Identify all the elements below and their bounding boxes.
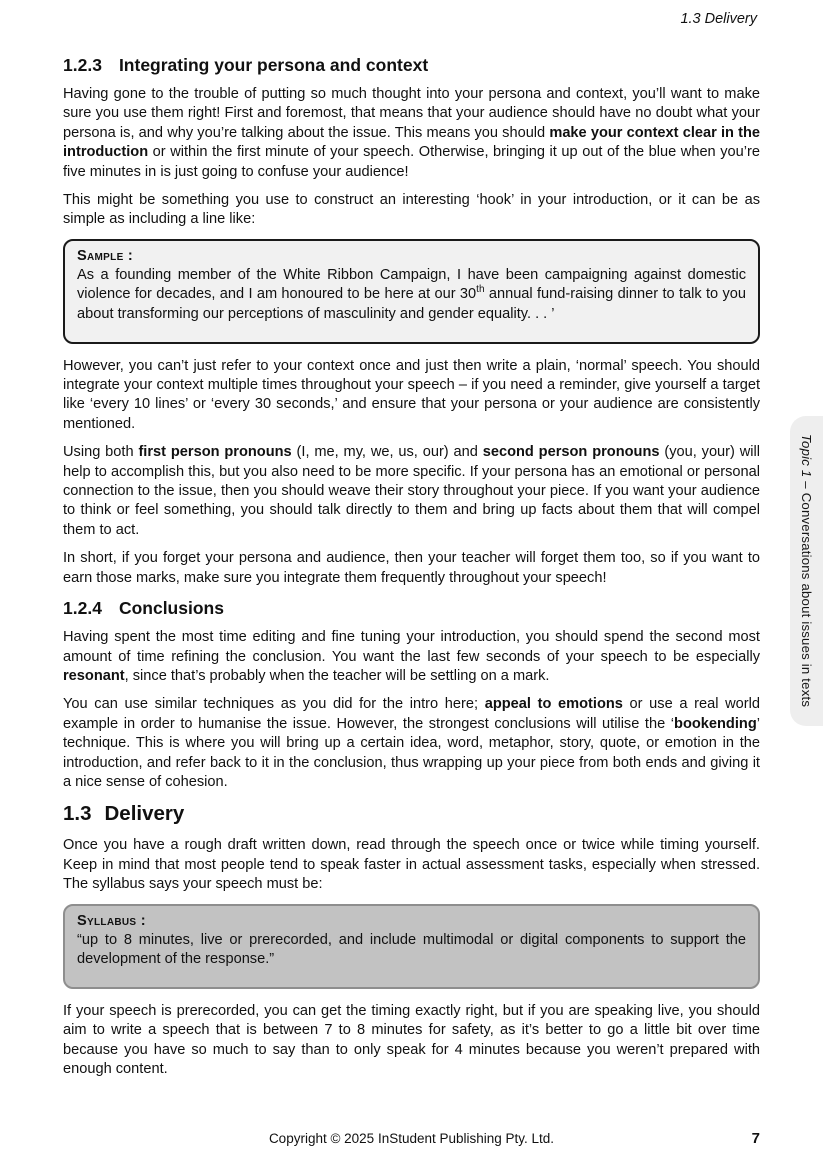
topic-sidebar-label [799, 434, 814, 707]
topic-number: Topic 1 – [799, 434, 814, 494]
section-title: Conclusions [118, 598, 224, 619]
page-content [63, 52, 760, 1088]
sample-text: As a founding member of the White Ribbon Campaign, I have been campaigning against domestic violence for decades, and I am honoured to be here at our 30th annual fund-raising dinner to talk to you about transforming our perceptions of masculinity and gender equality. . . ’ [77, 266, 747, 323]
section-heading-1-3 [63, 801, 760, 827]
sample-label: Sample : [77, 247, 134, 264]
footer-copyright: Copyright © 2025 InStudent Publishing Pty. Ltd. [268, 1131, 555, 1146]
section-title: Delivery [104, 802, 185, 826]
body-paragraph: In short, if you forget your persona and audience, then your teacher will forget them too, so if you want to earn those marks, make sure you integrate them frequently throughout your speech! [63, 550, 760, 586]
section-heading-1-2-4 [63, 597, 760, 619]
sample-callout-box [63, 239, 760, 344]
section-number: 1.2.4 [63, 598, 102, 619]
body-paragraph: If your speech is prerecorded, you can get the timing exactly right, but if you are speaking live, you should aim to write a speech that is between 7 to 8 minutes for safety, as it’s better to go a little bit over time because you have so much to say than to only speak for 4 minutes because you weren’t prepared with enough content. [63, 1002, 760, 1077]
body-paragraph: Using both first person pronouns (I, me, my, we, us, our) and second person pronouns (you, your) will help to accomplish this, but you also need to be more specific. If your persona has an emotional or personal connection to the issue, then you should weave their story throughout your piece. If you want your audience to think or feel something, you should talk directly to them and bring up facts about them that will compel them to act. [63, 444, 761, 538]
body-paragraph: Having spent the most time editing and fine tuning your introduction, you should spend the second most amount of time refining the conclusion. You want the last few seconds of your speech to be especially resonant, since that’s probably when the teacher will be settling on a mark. [63, 629, 760, 684]
section-heading-1-2-3 [63, 54, 760, 76]
page-number: 7 [751, 1130, 760, 1147]
body-paragraph: Having gone to the trouble of putting so much thought into your persona and context, you’ll want to make sure you use them right! First and foremost, that means that your audience should have no doubt what your persona is, and why you’re talking about the issue. This means you should make your context clear in the introduction or within the first minute of your speech. Otherwise, bringing it up out of the blue when you’re five minutes in is just going to confuse your audience! [63, 86, 760, 180]
body-paragraph: However, you can’t just refer to your context once and just then write a plain, ‘normal’ speech. You should integrate your context multiple times throughout your speech – if you need a reminder, give yourself a target like ‘every 10 lines’ or ‘every 30 seconds,’ and ensure that your persona or your audience are consistently mentioned. [63, 357, 760, 432]
section-number: 1.3 [63, 802, 92, 826]
syllabus-label: Syllabus : [77, 912, 146, 929]
body-paragraph: Once you have a rough draft written down, read through the speech once or twice while timing yourself. Keep in mind that most people tend to speak faster in actual assessment tasks, especially when stressed. The syllabus says your speech must be: [63, 837, 760, 893]
topic-title: Conversations about issues in texts [799, 493, 814, 708]
section-number: 1.2.3 [63, 55, 102, 75]
body-paragraph: This might be something you use to construct an interesting ‘hook’ in your introduction, or it can be as simple as including a line like: [63, 192, 760, 228]
running-header: 1.3 Delivery [680, 11, 757, 27]
syllabus-callout-box [63, 904, 760, 989]
syllabus-text: “up to 8 minutes, live or prerecorded, and include multimodal or digital components to support the development of the response.” [77, 931, 746, 968]
body-paragraph: You can use similar techniques as you did for the intro here; appeal to emotions or use a real world example in order to humanise the issue. However, the strongest conclusions will utilise the ‘bookending’ technique. This is where you will bring up a certain idea, word, metaphor, story, quote, or emotion in the introduction, and refer back to it in the conclusion, thus wrapping up your piece from both ends and giving it a nice sense of cohesion. [63, 696, 761, 790]
section-title: Integrating your persona and context [118, 55, 429, 75]
topic-sidebar-tab [790, 416, 823, 726]
